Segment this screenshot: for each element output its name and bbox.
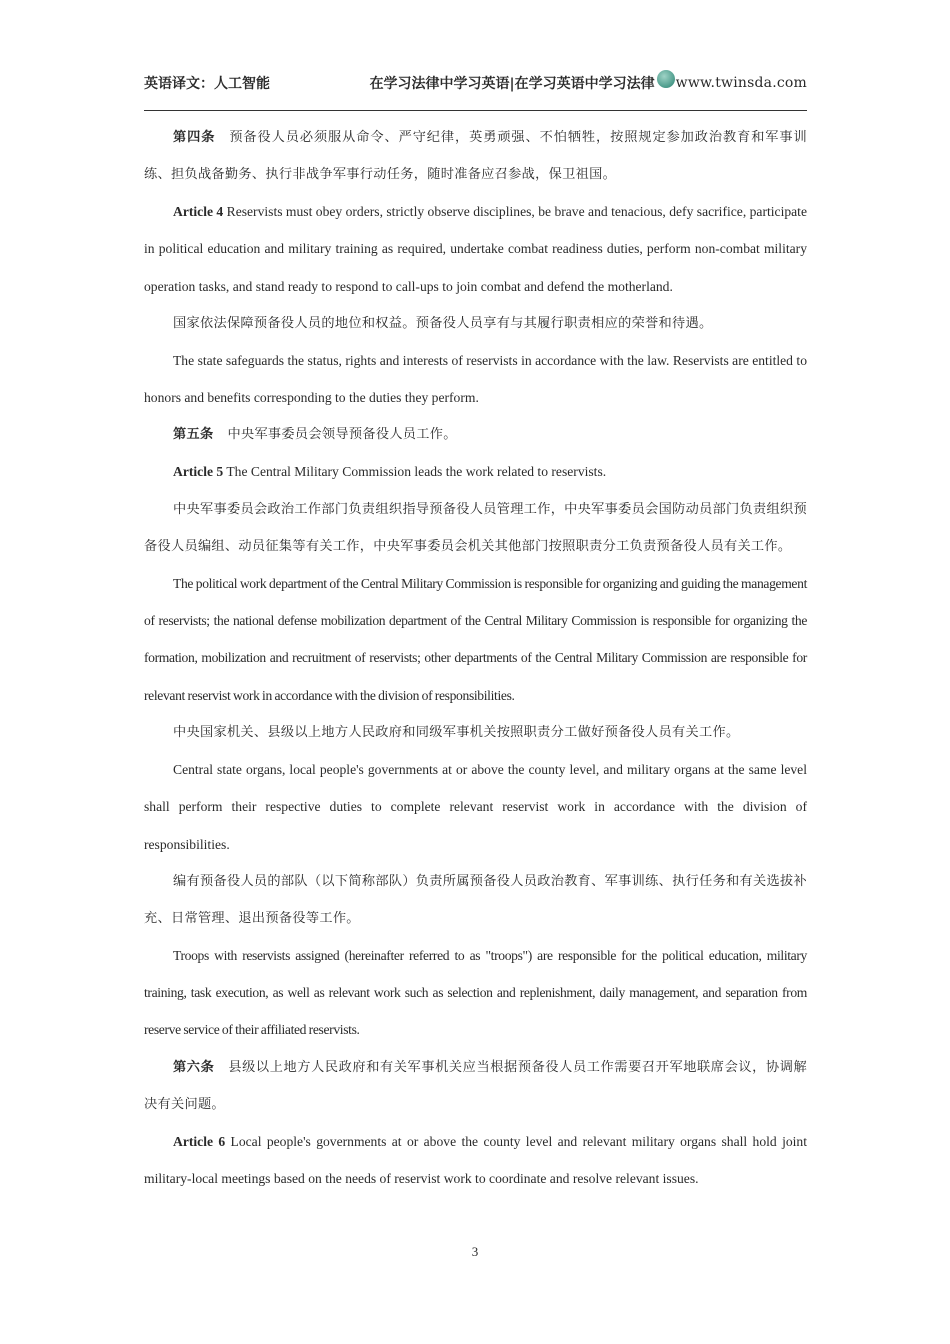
header-divider — [144, 110, 807, 111]
paragraph-text: 中央军事委员会政治工作部门负责组织指导预备役人员管理工作，中央军事委员会国防动员部门负责组织预备役人员编组、动员征集等有关工作，中央军事委员会机关其他部门按照职责分工负责预备役人员有关工作。 — [144, 501, 807, 554]
paragraph-text: 县级以上地方人民政府和有关军事机关应当根据预备役人员工作需要召开军地联席会议，协调解决有关问题。 — [144, 1059, 807, 1112]
article-5-en-3 — [144, 751, 807, 863]
article-4-en-2 — [144, 342, 807, 417]
paragraph-text: The political work department of the Central Military Commission is responsible for organizing and guiding the management of reservists; the national defense mobilization department of the Central Military Commission is responsible for organizing the formation, mobilization and recruitment of reservists; other departments of the Central Military Commission are responsible for relevant reservist work in accordance with the division of responsibilities. — [144, 575, 807, 703]
article-6-en — [144, 1123, 807, 1198]
article-4-en — [144, 193, 807, 305]
article-label: 第六条 — [173, 1059, 215, 1075]
document-category: 英语译文：人工智能 — [144, 76, 270, 92]
article-label: 第四条 — [173, 130, 216, 145]
paragraph-text: Central state organs, local people's governments at or above the county level, and military organs at the same level shall perform their respective duties to complete relevant reservist work in accordance with the division of responsibilities. — [144, 761, 807, 852]
article-label: Article 6 — [173, 1133, 226, 1149]
article-label: 第五条 — [173, 427, 214, 443]
header-slogan: 在学习法律中学习英语|在学习英语中学习法律 — [369, 76, 655, 92]
article-5-zh-2 — [144, 491, 807, 565]
article-label: Article 4 — [173, 204, 224, 219]
header-right — [370, 73, 807, 93]
article-5-en — [144, 453, 807, 490]
paragraph-text: Local people's governments at or above the county level and relevant military organs shall hold joint military-local meetings based on the needs of reservist work to coordinate and resolve relevant issues. — [144, 1133, 807, 1187]
paragraph-text: Troops with reservists assigned (hereinafter referred to as "troops") are responsible for the political education, military training, task execution, as well as relevant work such as selection and replenishment, daily management, and separation from reserve service of their affiliated reservists. — [144, 947, 807, 1038]
article-5-zh-3 — [144, 714, 807, 751]
site-url: www.twinsda.com — [675, 75, 807, 91]
article-5-en-2 — [144, 565, 807, 714]
twinsda-logo-icon — [657, 70, 675, 88]
paragraph-text: The Central Military Commission leads the work related to reservists. — [223, 464, 607, 480]
paragraph-text: 中央国家机关、县级以上地方人民政府和同级军事机关按照职责分工做好预备役人员有关工作。 — [173, 724, 740, 740]
paragraph-text: Reservists must obey orders, strictly observe disciplines, be brave and tenacious, defy sacrifice, participate in political education and military training as required, undertake combat readiness duties, perform non-combat military operation tasks, and stand ready to respond to call-ups to join combat and defend the motherland. — [144, 204, 807, 294]
page-number: 3 — [471, 1244, 479, 1259]
article-5-zh-4 — [144, 863, 807, 937]
article-4-zh-2 — [144, 305, 807, 342]
document-body — [144, 119, 807, 1197]
article-4-zh — [144, 119, 807, 193]
article-5-zh — [144, 416, 807, 453]
paragraph-text: The state safeguards the status, rights and interests of reservists in accordance with the law. Reservists are entitled to honors and benefits corresponding to the duties they perform. — [144, 352, 807, 406]
paragraph-text: 预备役人员必须服从命令、严守纪律，英勇顽强、不怕牺牲，按照规定参加政治教育和军事训练、担负战备勤务、执行非战争军事行动任务，随时准备应召参战，保卫祖国。 — [144, 130, 808, 182]
page-header — [144, 66, 807, 100]
paragraph-text: 国家依法保障预备役人员的地位和权益。预备役人员享有与其履行职责相应的荣誉和待遇。 — [173, 315, 713, 331]
article-5-en-4 — [144, 937, 807, 1049]
article-6-zh — [144, 1049, 807, 1123]
paragraph-text: 编有预备役人员的部队（以下简称部队）负责所属预备役人员政治教育、军事训练、执行任务和有关选拔补充、日常管理、退出预备役等工作。 — [144, 873, 807, 926]
article-label: Article 5 — [173, 464, 224, 480]
paragraph-text: 中央军事委员会领导预备役人员工作。 — [227, 427, 457, 443]
